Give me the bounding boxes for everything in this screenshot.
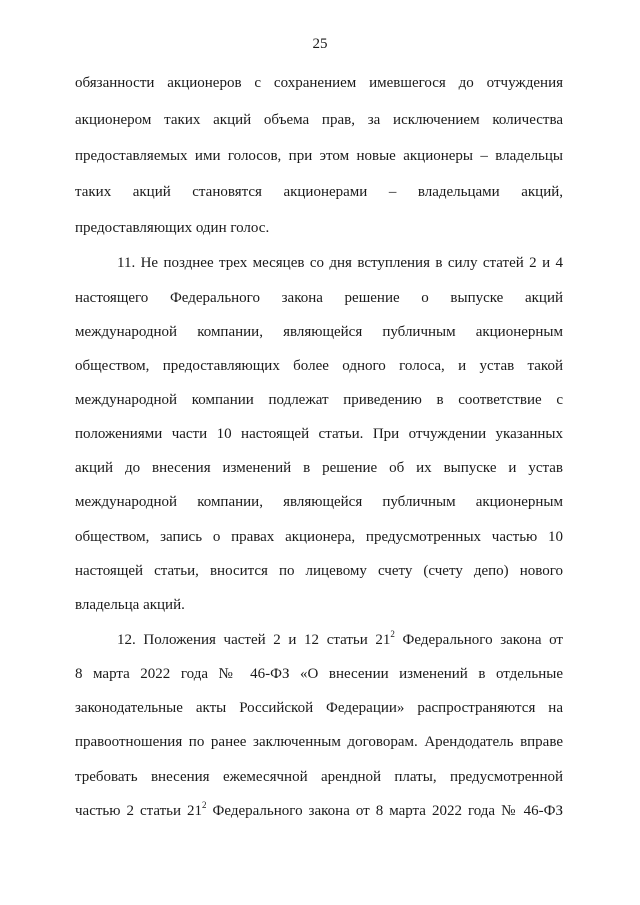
text-line — [75, 801, 563, 821]
text-fragment: Федерального закона от — [394, 632, 563, 648]
text-line: настоящего Федерального закона решение о выпуске акций — [75, 290, 563, 306]
text-line: международной компании подлежат приведению в соответствие с — [75, 392, 563, 408]
text-line: обществом, запись о правах акционера, предусмотренных частью 10 — [75, 529, 563, 545]
text-line: таких акций становятся акционерами – владельцами акций, — [75, 184, 563, 200]
text-line: 8 марта 2022 года № 46-ФЗ «О внесении изменений в отдельные — [75, 666, 563, 682]
text-line: предоставляющих один голос. — [75, 220, 270, 236]
text-line: владельца акций. — [75, 597, 185, 613]
text-line: международной компании, являющейся публичным акционерным — [75, 494, 563, 510]
superscript: 2 — [202, 800, 207, 810]
text-line: акционером таких акций объема прав, за исключением количества — [75, 112, 563, 128]
text-line: 11. Не позднее трех месяцев со дня вступления в силу статей 2 и 4 — [117, 255, 563, 271]
text-fragment: Федерального закона от 8 марта 2022 года № 46-ФЗ — [206, 803, 563, 819]
text-line — [75, 630, 563, 650]
text-line: обязанности акционеров с сохранением имевшегося до отчуждения — [75, 75, 563, 91]
text-line: правоотношения по ранее заключенным договорам. Арендодатель вправе — [75, 734, 563, 750]
page-number: 25 — [312, 36, 328, 52]
text-line: обществом, предоставляющих более одного голоса, и устав такой — [75, 358, 563, 374]
text-line: требовать внесения ежемесячной арендной платы, предусмотренной — [75, 769, 563, 785]
text-line: настоящей статьи, вносится по лицевому счету (счету депо) нового — [75, 563, 563, 579]
text-fragment: 12. Положения частей 2 и 12 статьи 21 — [117, 632, 391, 648]
text-line: положениями части 10 настоящей статьи. При отчуждении указанных — [75, 426, 563, 442]
superscript: 2 — [390, 629, 395, 639]
text-line: акций до внесения изменений в решение об их выпуске и устав — [75, 460, 563, 476]
text-fragment: частью 2 статьи 21 — [75, 803, 203, 819]
text-line: международной компании, являющейся публичным акционерным — [75, 324, 563, 340]
text-line: законодательные акты Российской Федерации» распространяются на — [75, 700, 563, 716]
text-line: предоставляемых ими голосов, при этом новые акционеры – владельцы — [75, 148, 563, 164]
